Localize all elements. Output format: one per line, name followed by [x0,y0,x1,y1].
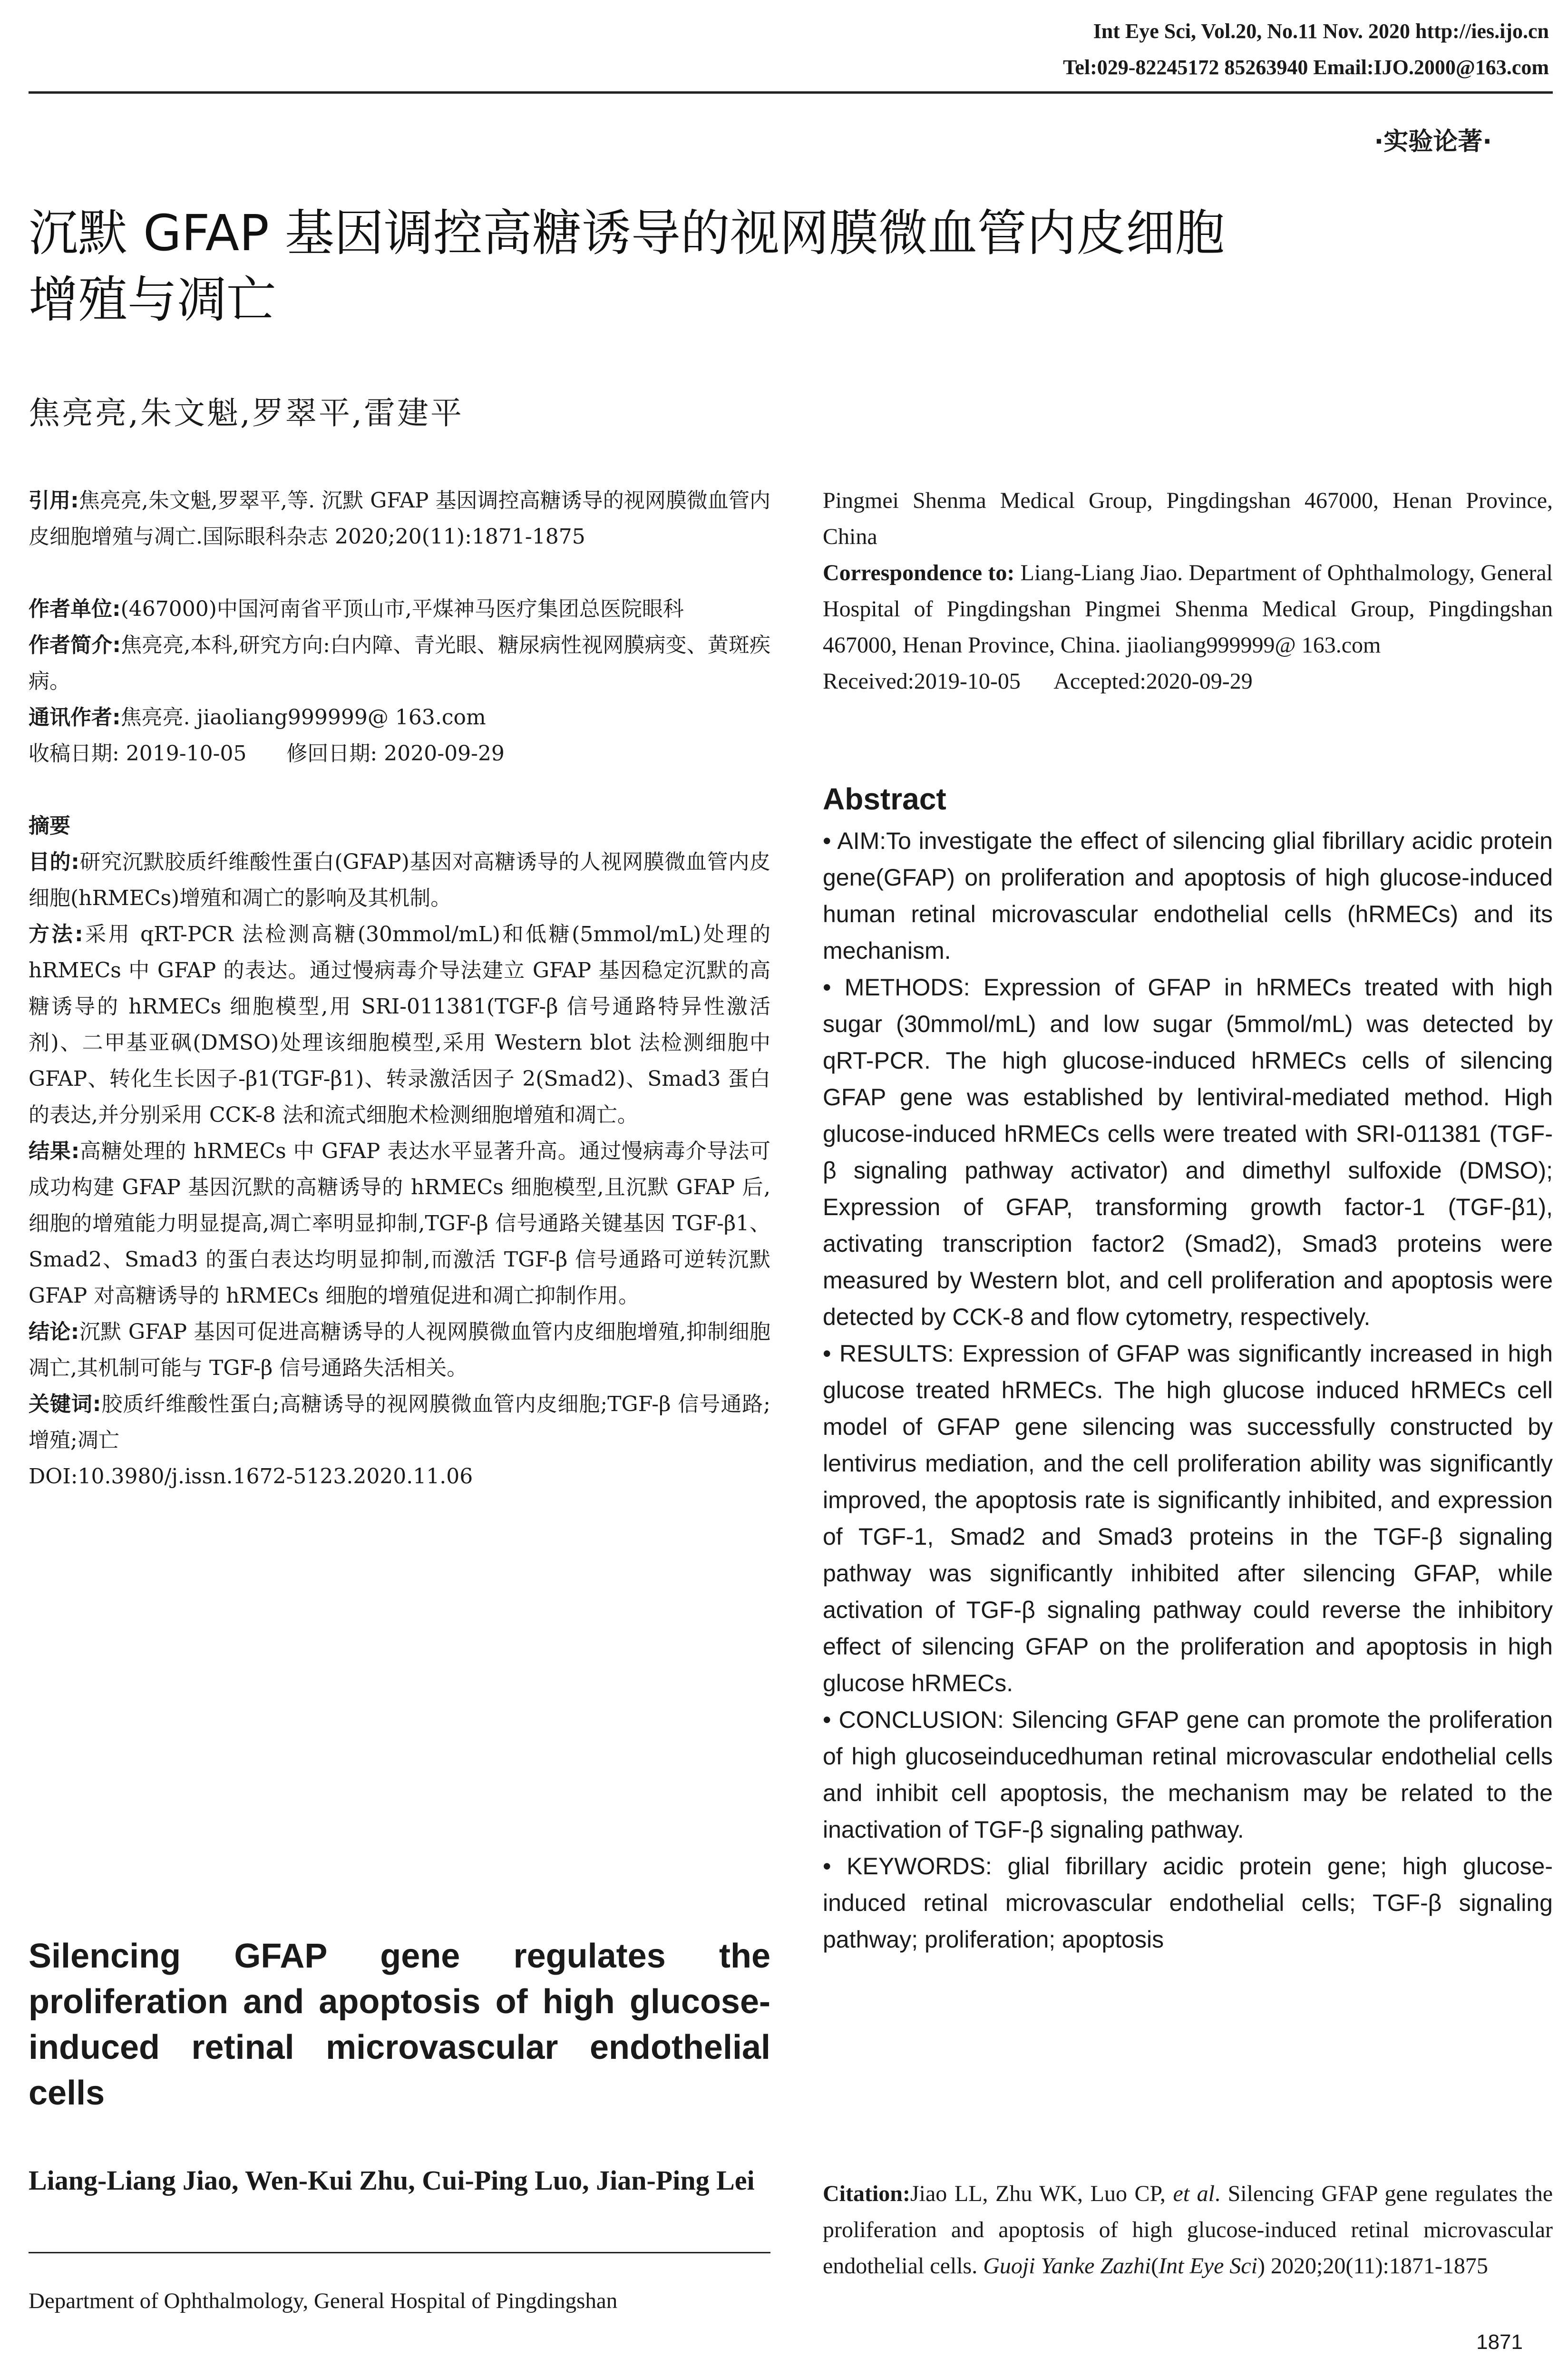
title-line-1: 沉默 GFAP 基因调控高糖诱导的视网膜微血管内皮细胞 [29,204,1225,262]
corr-label: 通讯作者: [29,705,121,730]
methods-text: 采用 qRT-PCR 法检测高糖(30mmol/mL)和低糖(5mmol/mL)处理的 hRMECs 中 GFAP 的表达。通过慢病毒介导法建立 GFAP 基因稳定沉默的高糖诱导的 hRMECs 细胞模型,用 SRI-011381(TGF-β 信号通路特异性激活剂)、二甲基亚砜(DMSO)处理该细胞模型,采用 Western blot 法检测细胞中 GFAP、转化生长因子-β1(TGF-β1)、转录激活因子 2(Smad2)、Smad3 蛋白的表达,并分别采用 CCK-8 法和流式细胞术检测细胞增殖和凋亡。 [29,922,770,1127]
results-text: 高糖处理的 hRMECs 中 GFAP 表达水平显著升高。通过慢病毒介导法可成功构建 GFAP 基因沉默的高糖诱导的 hRMECs 细胞模型,且沉默 GFAP 后,细胞的增殖能力明显提高,凋亡率明显抑制,TGF-β 信号通路关键基因 TGF-β1、Smad2、Smad3 的蛋白表达均明显抑制,而激活 TGF-β 信号通路可逆转沉默 GFAP 对高糖诱导的 hRMECs 细胞的增殖促进和凋亡抑制作用。 [29,1139,770,1308]
citation-en-paren-open: ( [1151,2253,1159,2279]
bio-label: 作者简介: [29,633,121,657]
methods-en: • METHODS: Expression of GFAP in hRMECs treated with high sugar (30mmol/mL) and low sugar (5mmol/mL) was detected by qRT-PCR. The high glucose-induced hRMECs cells of silencing GFAP gene was established by lentiviral-mediated method. High glucose-induced hRMECs cells were treated with SRI-011381 (TGF-β signaling pathway activator) and dimethyl sulfoxide (DMSO); Expression of GFAP, transforming growth factor-1 (TGF-β1), activating transcription factor2 (Smad2), Smad3 proteins were measured by Western blot, and cell proliferation and apoptosis were detected by CCK-8 and flow cytometry, respectively. [823,974,1553,1330]
article-title-en: Silencing GFAP gene regulates the proliferation and apoptosis of high glucose-induced retinal microvascular endothelial cells [29,1937,770,2112]
keywords-en: • KEYWORDS: glial fibrillary acidic protein gene; high glucose-induced retinal microvascular endothelial cells; TGF-β signaling pathway; proliferation; apoptosis [823,1853,1553,1953]
affiliation-en-cont: Pingmei Shenma Medical Group, Pingdingshan 467000, Henan Province, China [823,488,1553,549]
results-cn [29,1133,770,1314]
methods-label: 方法: [29,922,83,946]
doi[interactable]: DOI:10.3980/j.issn.1672-5123.2020.11.06 [29,1464,473,1489]
journal-header-line: Int Eye Sci, Vol.20, No.11 Nov. 2020 http://ies.ijo.cn [1093,19,1549,43]
aim-cn [29,844,770,916]
results-en: • RESULTS: Expression of GFAP was significantly increased in high glucose treated hRMECs. The high glucose induced hRMECs cell model of GFAP gene silencing was successfully constructed by lentivirus mediation, and the cell proliferation ability was significantly improved, the apoptosis rate is significantly inhibited, and expression of TGF-1, Smad2 and Smad3 proteins in the TGF-β signaling pathway was significantly inhibited after silencing GFAP, while activation of TGF-β signaling pathway could reverse the inhibitory effect of silencing GFAP on the proliferation and apoptosis in high glucose hRMECs. [823,1340,1553,1696]
authors-cn: 焦亮亮,朱文魁,罗翠平,雷建平 [29,395,464,431]
aim-text: 研究沉默胶质纤维酸性蛋白(GFAP)基因对高糖诱导的人视网膜微血管内皮细胞(hRMECs)增殖和凋亡的影响及其机制。 [29,850,770,910]
results-label: 结果: [29,1139,80,1163]
conclusion-cn [29,1314,770,1386]
aim-en: • AIM:To investigate the effect of silencing glial fibrillary acidic protein gene(GFAP) on proliferation and apoptosis of high glucose-induced human retinal microvascular endothelial cells (hRMECs) and its mechanism. [823,828,1553,964]
author-bio [29,627,770,700]
abstract-heading-cn: 摘要 [29,814,70,838]
citation-en-etal: et al [1173,2181,1215,2206]
correspondence-text: Liang-Liang Jiao. Department of Ophthalmology, General Hospital of Pingdingshan Pingmei Shenma Medical Group, Pingdingshan 467000, Henan Province, China. jiaoliang999999@ 163.com [823,560,1553,658]
journal-contact-line: Tel:029-82245172 85263940 Email:IJO.2000@163.com [1063,56,1549,79]
affiliation-cn [29,591,770,627]
affiliation-en-start: Department of Ophthalmology, General Hospital of Pingdingshan [29,2289,618,2313]
aim-label: 目的: [29,850,79,874]
corresponding-author-cn [29,700,770,736]
citation-en-authors: Jiao LL, Zhu WK, Luo CP, [910,2181,1173,2206]
citation-cn [29,483,770,555]
bio-text: 焦亮亮,本科,研究方向:白内障、青光眼、糖尿病性视网膜病变、黄斑疾病。 [29,633,770,693]
keywords-cn [29,1386,770,1459]
keywords-label: 关键词: [29,1392,101,1416]
section-tag: ·实验论著· [1374,127,1492,156]
header-rule [29,91,1553,94]
citation-en-journal: Guoji Yanke Zazhi [983,2253,1151,2279]
citation-en-volume: ) 2020;20(11):1871-1875 [1257,2253,1488,2279]
citation-text: 焦亮亮,朱文魁,罗翠平,等. 沉默 GFAP 基因调控高糖诱导的视网膜微血管内皮细胞增殖与凋亡.国际眼科杂志 2020;20(11):1871-1875 [29,488,770,549]
dates-cn: 收稿日期: 2019-10-05 修回日期: 2020-09-29 [29,741,505,766]
abstract-en [823,775,1553,1958]
affiliation-text: (467000)中国河南省平顶山市,平煤神马医疗集团总医院眼科 [120,597,684,621]
abstract-heading-en: Abstract [823,782,946,816]
citation-label: 引用: [29,488,79,513]
received-accepted: Received:2019-10-05 Accepted:2020-09-29 [823,669,1253,694]
conclusion-en: • CONCLUSION: Silencing GFAP gene can promote the proliferation of high glucoseinducedhuman retinal microvascular endothelial cells and inhibit cell apoptosis, the mechanism may be related to the inactivation of TGF-β signaling pathway. [823,1706,1553,1843]
corr-text: 焦亮亮. jiaoliang999999@ 163.com [120,705,486,730]
methods-cn [29,916,770,1133]
page-number: 1871 [1476,2330,1523,2354]
citation-en-title: . Silencing GFAP gene regulates the proliferation and apoptosis of high glucose-induced retinal microvascular endothelial cells. [823,2181,1553,2279]
authors-en: Liang-Liang Jiao, Wen-Kui Zhu, Cui-Ping Luo, Jian-Ping Lei [29,2165,755,2196]
affiliation-rule [29,2252,770,2253]
citation-en-label: Citation: [823,2181,910,2206]
affiliation-label: 作者单位: [29,597,121,621]
left-column [29,483,770,1495]
article-title-cn [29,200,1555,333]
right-column [823,483,1553,700]
correspondence-label: Correspondence to: [823,560,1015,585]
conclusion-text: 沉默 GFAP 基因可促进高糖诱导的人视网膜微血管内皮细胞增殖,抑制细胞凋亡,其机制可能与 TGF-β 信号通路失活相关。 [29,1320,770,1380]
correspondence-en [823,555,1553,663]
title-line-2: 增殖与凋亡 [29,271,276,329]
citation-en-journal-en: Int Eye Sci [1159,2253,1258,2279]
citation-en [823,2176,1553,2284]
conclusion-label: 结论: [29,1320,79,1344]
keywords-text: 胶质纤维酸性蛋白;高糖诱导的视网膜微血管内皮细胞;TGF-β 信号通路;增殖;凋亡 [29,1392,770,1452]
